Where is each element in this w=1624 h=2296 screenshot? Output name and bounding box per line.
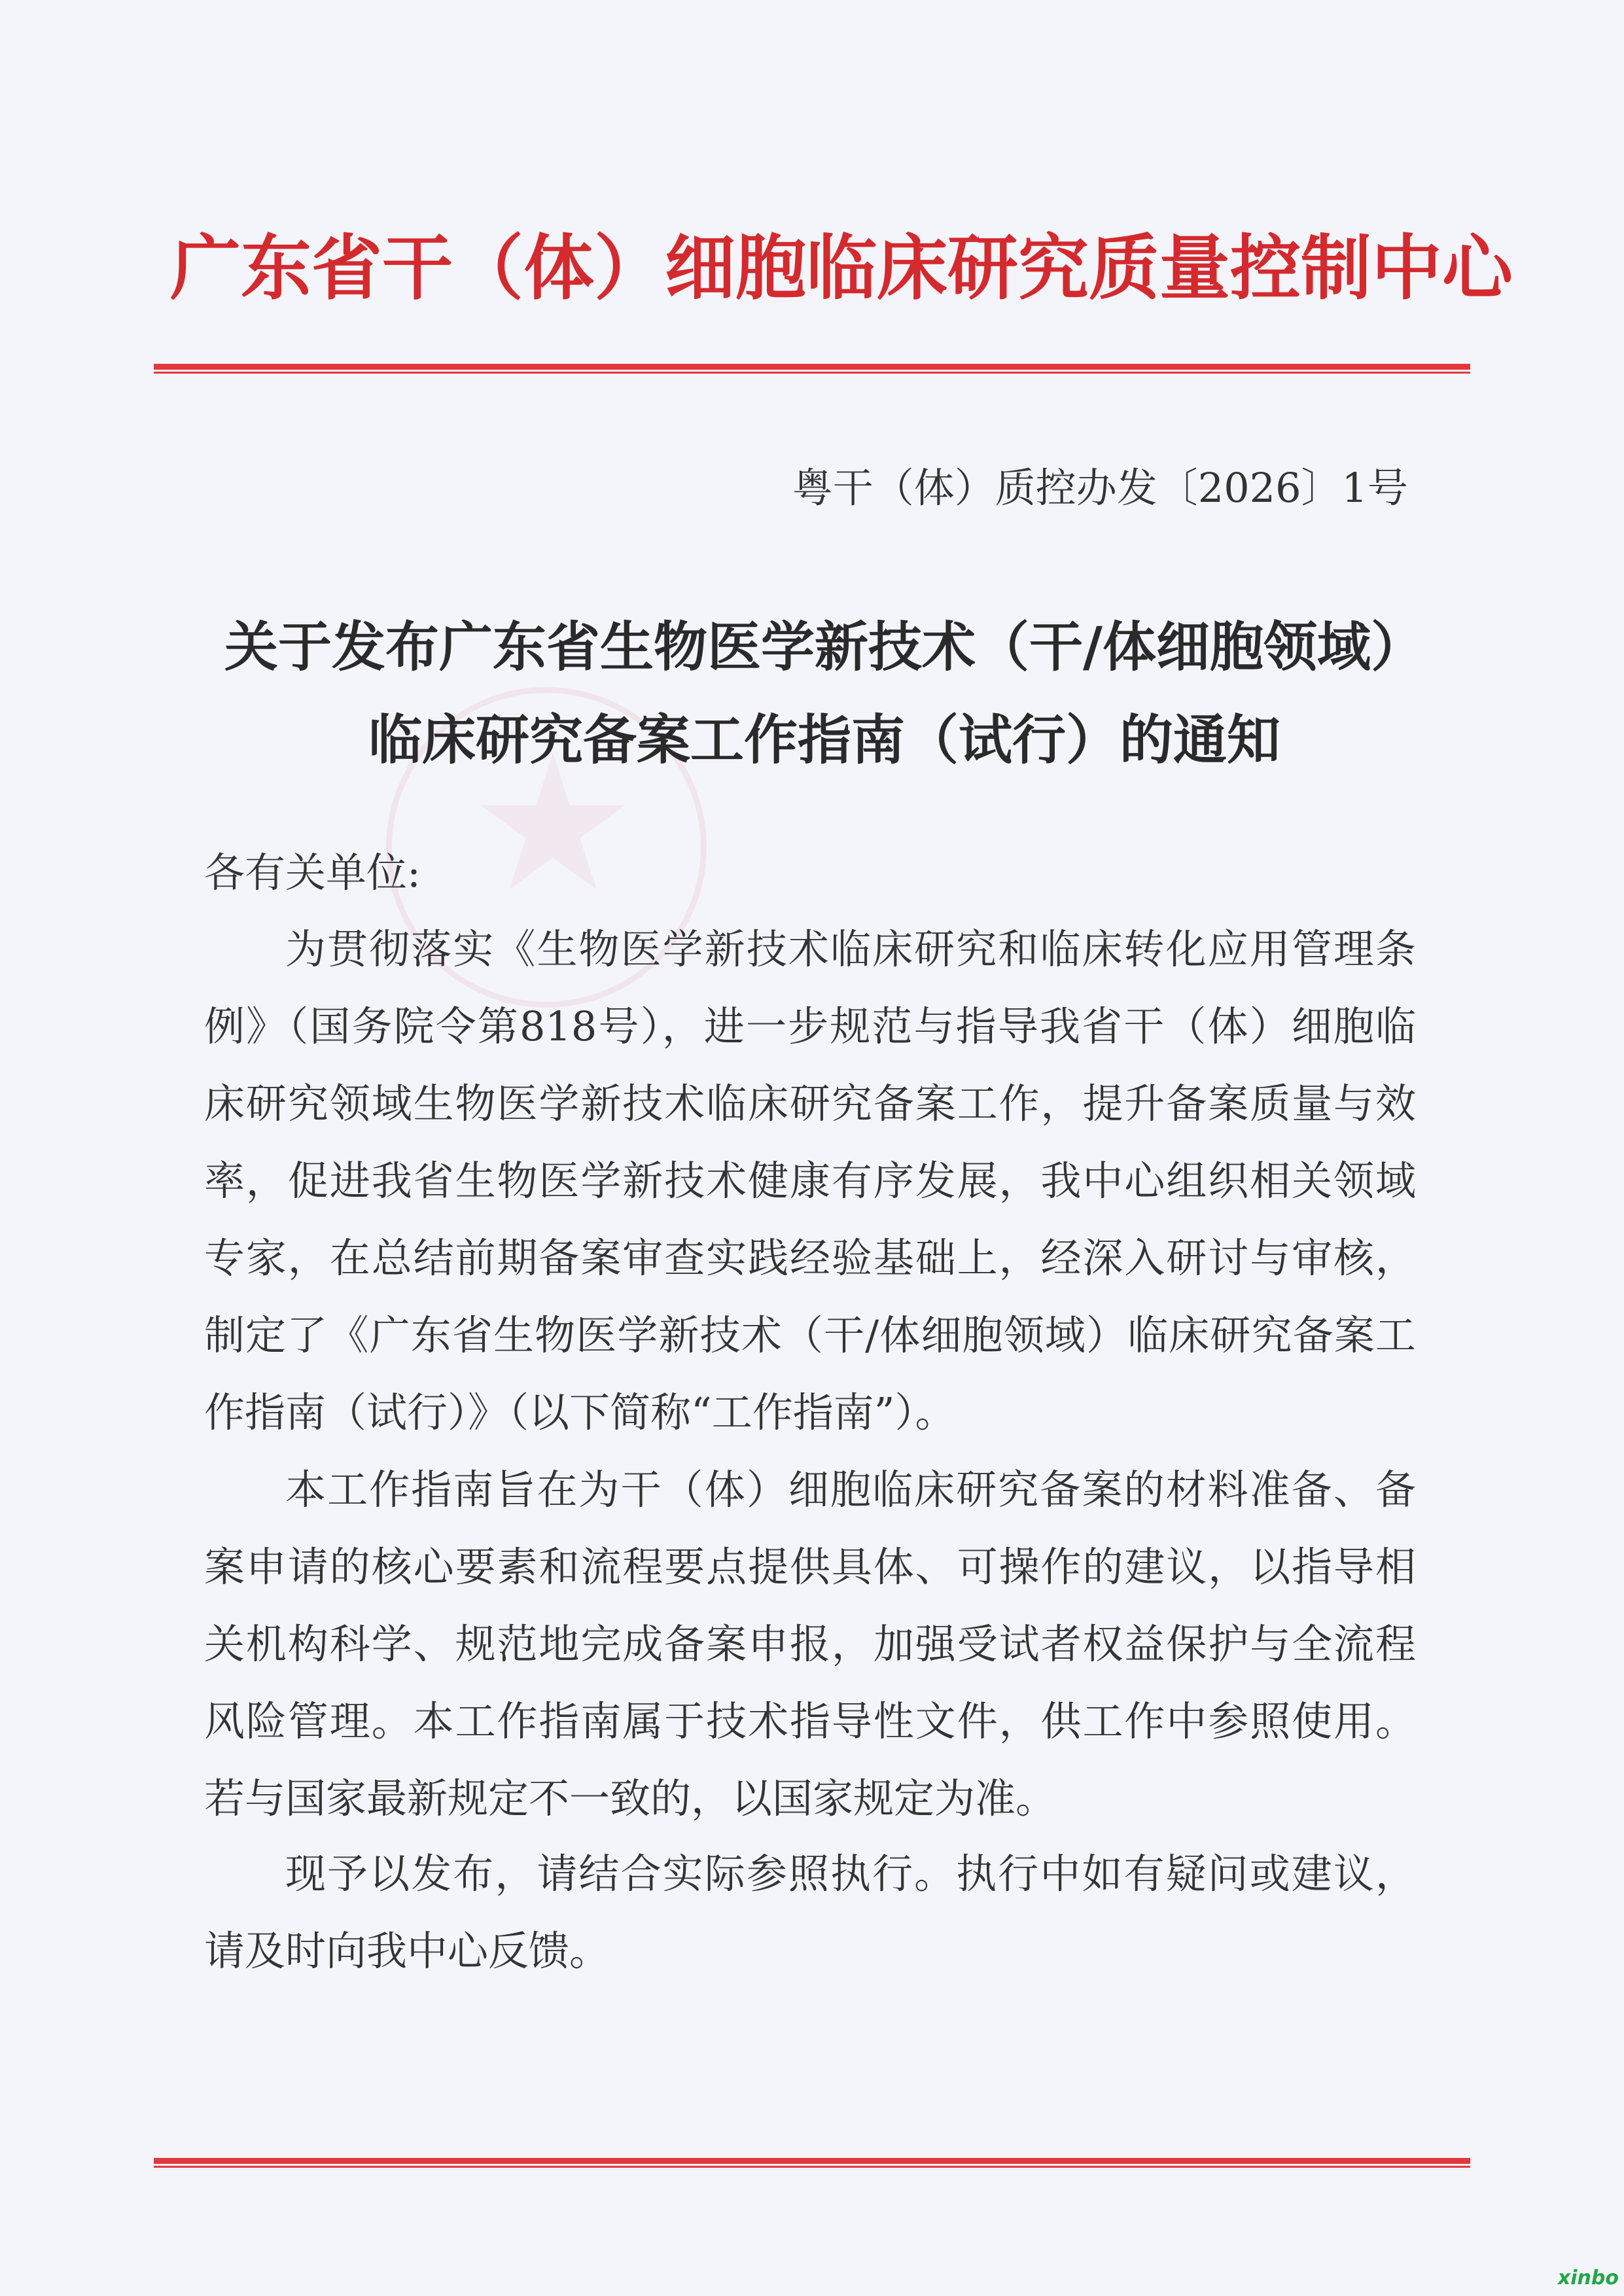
footer-divider (154, 2158, 1470, 2168)
document-title-line-1: 关于发布广东省生物医学新技术（干/体细胞领域） (224, 616, 1424, 679)
document-title-line-2: 临床研究备案工作指南（试行）的通知 (368, 709, 1280, 771)
body-paragraph-1: 为贯彻落实《生物医学新技术临床研究和临床转化应用管理条例》（国务院令第818号），进一步规范与指导我省干（体）细胞临床研究领域生物医学新技术临床研究备案工作，提升备案质量与效率，促进我省生物医学新技术健康有序发展，我中心组织相关领域专家，在总结前期备案审查实践经验基础上，经深入研讨与审核，制定了《广东省生物医学新技术（干/体细胞领域）临床研究备案工作指南（试行）》（以下简称“工作指南”）。 (204, 925, 1416, 1436)
header-divider (154, 364, 1470, 374)
document-number: 粤干（体）质控办发〔2026〕1号 (792, 464, 1408, 512)
salutation: 各有关单位: (204, 849, 421, 896)
watermark-logo: xinbo (1557, 2267, 1619, 2289)
document-title (177, 601, 1472, 786)
issuer-header: 广东省干（体）细胞临床研究质量控制中心 (170, 227, 1513, 309)
body-paragraph-3: 现予以发布，请结合实际参照执行。执行中如有疑问或建议，请及时向我中心反馈。 (204, 1850, 1416, 1975)
body-paragraph-2: 本工作指南旨在为干（体）细胞临床研究备案的材料准备、备案申请的核心要素和流程要点提供具体、可操作的建议，以指导相关机构科学、规范地完成备案申报，加强受试者权益保护与全流程风险管理。本工作指南属于技术指导性文件，供工作中参照使用。若与国家最新规定不一致的，以国家规定为准。 (204, 1466, 1416, 1822)
